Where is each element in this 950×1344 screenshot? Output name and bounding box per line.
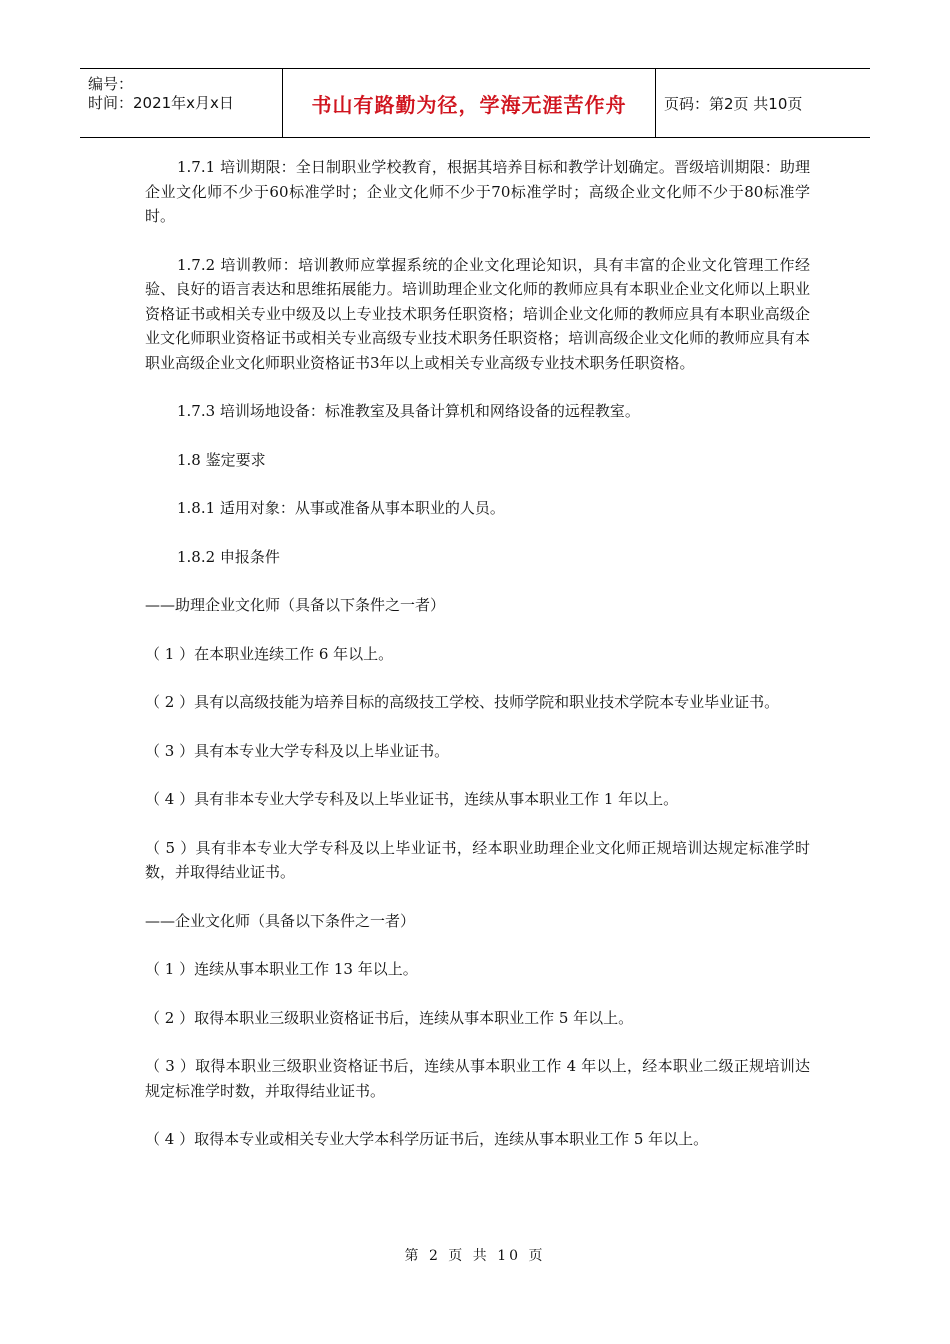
paragraph: 1.7.1 培训期限：全日制职业学校教育，根据其培养目标和教学计划确定。晋级培训期限：助理企业文化师不少于60标准学时；企业文化师不少于70标准学时；高级企业文化师不少于80标准学时。 [145,158,810,225]
list-item: （ 2 ）具有以高级技能为培养目标的高级技工学校、技师学院和职业技术学院本专业毕业证书。 [145,693,780,711]
page-footer: 第 2 页 共 10 页 [404,1248,546,1264]
header-info-cell [80,69,283,137]
list-item: （ 5 ）具有非本专业大学专科及以上毕业证书，经本职业助理企业文化师正规培训达规定标准学时数，并取得结业证书。 [145,838,810,881]
section-heading: 1.8 鉴定要求 [177,450,266,469]
header-page-label: 页码：第2页 共10页 [664,95,803,113]
paragraph: 1.7.2 培训教师：培训教师应掌握系统的企业文化理论知识，具有丰富的企业文化管理工作经验、良好的语言表达和思维拓展能力。培训助理企业文化师的教师应具有本职业企业文化师以上职业资格证书或相关专业中级及以上专业技术职务任职资格；培训企业文化师的教师应具有本职业高级企业文化师职业资格证书或相关专业高级专业技术职务任职资格；培训高级企业文化师的教师应具有本职业高级企业文化师职业资格证书3年以上或相关专业高级专业技术职务任职资格。 [145,255,810,372]
list-item: （ 2 ）取得本职业三级职业资格证书后，连续从事本职业工作 5 年以上。 [145,1008,634,1027]
list-item: （ 1 ）在本职业连续工作 6 年以上。 [145,644,394,663]
list-item: （ 3 ）具有本专业大学专科及以上毕业证书。 [145,741,450,760]
list-item: （ 1 ）连续从事本职业工作 13 年以上。 [145,960,418,978]
subsection-heading: ——助理企业文化师（具备以下条件之一者） [145,596,446,614]
paragraph: 1.8.1 适用对象：从事或准备从事本职业的人员。 [177,499,505,517]
document-body [145,155,810,1176]
paragraph: 1.7.3 培训场地设备：标准教室及具备计算机和网络设备的远程教室。 [177,402,640,420]
document-date-label: 时间：2021年x月x日 [88,94,234,112]
list-item: （ 4 ）具有非本专业大学专科及以上毕业证书，连续从事本职业工作 1 年以上。 [145,790,679,808]
list-item: （ 4 ）取得本专业或相关专业大学本科学历证书后，连续从事本职业工作 5 年以上。 [145,1130,709,1148]
header-motto: 书山有路勤为径，学海无涯苦作舟 [283,69,656,137]
subsection-heading: ——企业文化师（具备以下条件之一者） [145,911,416,930]
document-number-label: 编号： [88,75,134,93]
section-heading: 1.8.2 申报条件 [177,547,280,566]
list-item: （ 3 ）取得本职业三级职业资格证书后，连续从事本职业工作 4 年以上，经本职业二级正规培训达规定标准学时数，并取得结业证书。 [145,1057,810,1100]
page-header [80,68,870,138]
